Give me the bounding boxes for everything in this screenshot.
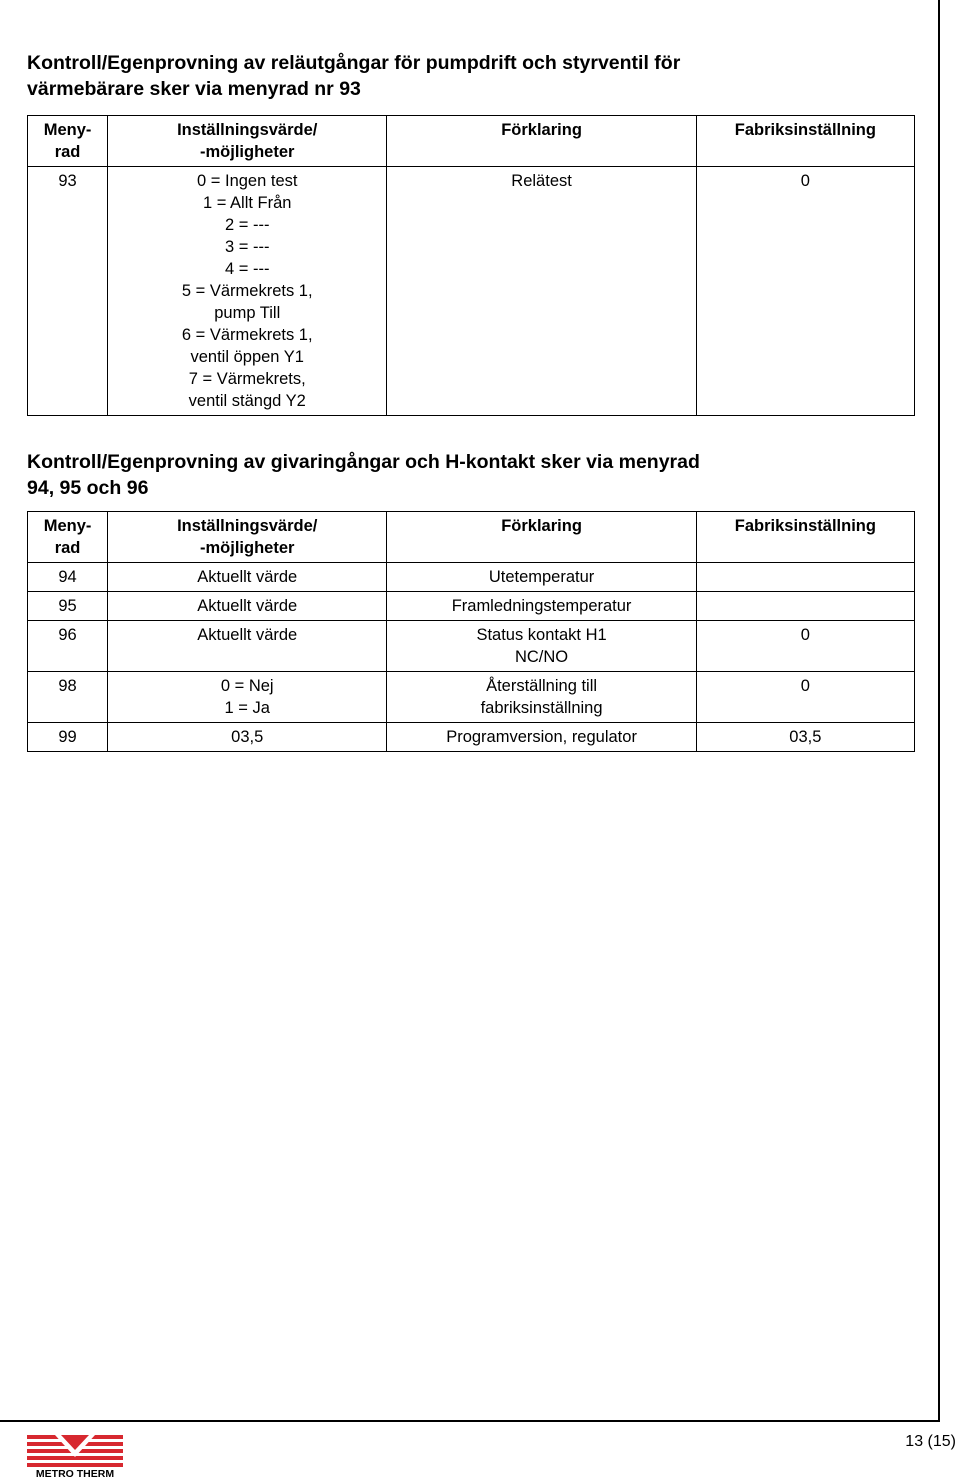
cell-factory: 0 [696,621,914,672]
cell-explanation: Status kontakt H1 NC/NO [387,621,696,672]
table-row [28,672,915,723]
cell-factory: 03,5 [696,723,914,752]
header-menyrad: Meny- rad [28,512,108,563]
cell-factory [696,592,914,621]
cell-factory: 0 [696,167,914,416]
cell-values: 03,5 [108,723,387,752]
table-row [28,563,915,592]
header-factory: Fabriksinställning [696,512,914,563]
header-values: Inställningsvärde/ -möjligheter [108,512,387,563]
cell-values: 0 = Ingen test 1 = Allt Från 2 = --- 3 = --- 4 = --- 5 = Värmekrets 1, pump Till 6 = Värmekrets 1, ventil öppen Y1 7 = Värmekrets, ventil stängd Y2 [108,167,387,416]
cell-values: Aktuellt värde [108,621,387,672]
section-title-relay [27,50,907,102]
cell-menyrad: 94 [28,563,108,592]
cell-menyrad: 98 [28,672,108,723]
title-line: Kontroll/Egenprovning av reläutgångar för pumpdrift och styrventil för [27,52,681,74]
table-row [28,621,915,672]
header-explanation: Förklaring [387,116,696,167]
table-row [28,167,915,416]
cell-factory: 0 [696,672,914,723]
header-menyrad: Meny- rad [28,116,108,167]
metro-therm-logo [27,1433,123,1479]
cell-explanation: Programversion, regulator [387,723,696,752]
cell-explanation: Framledningstemperatur [387,592,696,621]
cell-menyrad: 99 [28,723,108,752]
section-title-sensors [27,449,907,501]
cell-explanation: Relätest [387,167,696,416]
cell-factory [696,563,914,592]
cell-menyrad: 93 [28,167,108,416]
table-row [28,723,915,752]
cell-values: Aktuellt värde [108,592,387,621]
sensor-table [27,511,915,752]
relay-table [27,115,915,416]
table-row [28,592,915,621]
svg-text:METRO THERM: METRO THERM [35,1468,115,1479]
header-explanation: Förklaring [387,512,696,563]
header-factory: Fabriksinställning [696,116,914,167]
table-header-row [28,512,915,563]
cell-explanation: Återställning till fabriksinställning [387,672,696,723]
cell-menyrad: 95 [28,592,108,621]
cell-explanation: Utetemperatur [387,563,696,592]
title-line: Kontroll/Egenprovning av givaringångar och H-kontakt sker via menyrad [27,451,700,473]
cell-values: 0 = Nej 1 = Ja [108,672,387,723]
header-values: Inställningsvärde/ -möjligheter [108,116,387,167]
title-line: värmebärare sker via menyrad nr 93 [27,78,361,100]
cell-values: Aktuellt värde [108,563,387,592]
title-line: 94, 95 och 96 [27,477,149,499]
table-header-row [28,116,915,167]
page-number: 13 (15) [905,1433,956,1450]
cell-menyrad: 96 [28,621,108,672]
